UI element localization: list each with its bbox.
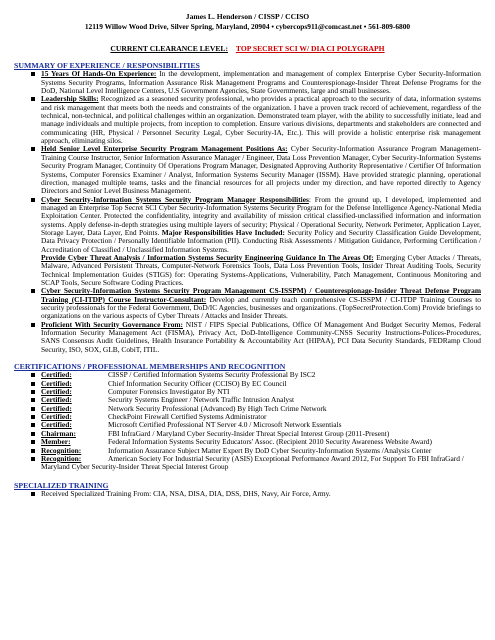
sub-paragraph xyxy=(0,254,495,287)
sub-text: Emerging Cyber Attacks / Threats, Malware, Advanced Persistent Threats, Computer-Network Forensics Tools, Data Loss Prevention Tools, Insider Threat Auditing Tools, Security Technical Implementation Guides (STIGS) for: Operating Systems-Applications, Vulnerability, Patch Management, Continuous Monitoring and SCAP Tools, Secure Software Coding Practices. xyxy=(41,252,481,287)
bullet-icon xyxy=(31,72,35,76)
cert-label: Certified: xyxy=(41,420,72,430)
contact-line: 12119 Willow Wood Drive, Silver Spring, Maryland, 20904 • cybercops911@comcast.net • 561-809-6800 xyxy=(84,22,411,32)
bullet-icon xyxy=(31,147,35,151)
item-text: In the development, implementation and management of complex Enterprise Cyber Security-Information Systems Security Programs, Information Assurance Risk Management Programs and Counterespionage-Insider Threat Defense Programs for the DoD, National Level Intelligence Centers, U.S Government Agencies, State Governments, large and small businesses. xyxy=(41,69,481,96)
cert-text: Information Assurance Subject Matter Expert By DoD Cyber Security-Information Systems /Analysis Center xyxy=(108,445,432,455)
cert-text: Computer Forensics Investigator By NTI xyxy=(108,387,230,397)
item-text: : From the ground up, I developed, implemented and managed an Enterprise Top Secret SCI Cyber Security-Information Systems Security Program for the Defense Intelligence Agency-National Media Exploitation Center. Protected the confidentiality, integrity and availability of mission critical classified-unclassified information and information systems. Apply defense-in-depth strategies using multiple layers of security; Physical / Operational Security, Network Perimeter, Application Layer, Storage Layer, Data Layer, End Points. xyxy=(41,194,481,237)
list-item xyxy=(0,321,495,354)
bullet-icon xyxy=(31,382,35,386)
cert-text: CheckPoint Firewall Certified Systems Administrator xyxy=(108,412,267,422)
bullet-icon xyxy=(31,423,35,427)
item-text-2: Security Policy and Security Classification Guide Development, Data Privacy Protection / Personally Identifiable Information (PII). Conducting Risk Assessments / Mitigation Guidance, Performing Certification / Accreditation of Classified / Unclassified Information Systems. xyxy=(41,227,481,254)
item-lead: Cyber Security-Information Systems Security Program Manager Responsibilities xyxy=(41,194,309,204)
bullet-icon xyxy=(31,440,35,444)
cert-label: Certified: xyxy=(41,378,72,388)
cert-text: Federal Information Systems Security Educators' Assoc. (Recipient 2010 Security Awareness Website Award) xyxy=(108,437,432,447)
cert-label: Recognition: xyxy=(41,445,82,455)
bullet-icon xyxy=(31,492,35,496)
training-text: Received Specialized Training From: CIA, NSA, DISA, DIA, DSS, DHS, Navy, Air Force, Army. xyxy=(41,488,331,498)
bullet-icon xyxy=(31,198,35,202)
certifications-list xyxy=(0,371,495,471)
cert-label: Certified: xyxy=(41,387,72,397)
bullet-icon xyxy=(31,449,35,453)
item-text: Recognized as a seasoned security professional, who provides a practical approach to the security of data, information systems and risk management that meets both the needs and constraints of the organization. I have a proven track record of achievement, regardless of the technical, non-technical, and political challenges within an organization. Demonstrated team player, with the ability to successfully initiate, lead and manage individuals and multiple projects, from inception to completion. Ensure various divisions, departments and stakeholders are connected and communicating (HR, Physical / Personnel Security Legal, Cyber Security-IA, Etc.). This will provide a holistic enterprise risk management approach, eliminating silos. xyxy=(41,94,481,146)
bullet-icon xyxy=(31,457,35,461)
cert-label: Recognition: xyxy=(41,453,82,463)
bullet-icon xyxy=(31,398,35,402)
item-lead: Leadership Skills: xyxy=(41,94,99,104)
item-lead: Cyber Security-Information Systems Security Program Management CS-ISSPM) / Counterespionage-Insider Threat Defense Program Training (CI-ITDP) Course Instructor-Consultant: xyxy=(41,286,481,304)
cert-text: Microsoft Certified Professional NT Server 4.0 / Microsoft Network Essentials xyxy=(108,420,342,430)
sub-lead: Provide Cyber Threat Analysis / Information Systems Security Engineering Guidance In The Areas Of: xyxy=(41,252,374,262)
list-item xyxy=(0,455,495,472)
bullet-icon xyxy=(31,415,35,419)
summary-list-2 xyxy=(0,287,495,354)
list-item xyxy=(0,287,495,320)
cert-text: Chief Information Security Officer (CCISO) By EC Council xyxy=(108,378,287,388)
bullet-icon xyxy=(31,97,35,101)
item-text: Develop and currently teach comprehensive CS-ISSPM / CI-ITDP Training Courses to security professionals for the Federal Government, DoD/IC Agencies, businesses and organizations. (TopSecretProtection.Com) Provide briefings to organizations on the various aspects of Cyber Threats / Attacks and Insider Threats. xyxy=(41,294,481,321)
clearance-label: CURRENT CLEARANCE LEVEL: xyxy=(110,43,228,53)
cert-text: Network Security Professional (Advanced) By High Tech Crime Network xyxy=(108,403,327,413)
list-item xyxy=(0,95,495,145)
item-lead: 15 Years Of Hands-On Experience: xyxy=(41,69,157,79)
item-lead: Proficient With Security Governance From: xyxy=(41,319,184,329)
item-lead: Held Senior Level Enterprise Security Program Management Positions As: xyxy=(41,144,288,154)
list-item xyxy=(0,145,495,195)
item-bold-inline: Major Responsibilities Have Included: xyxy=(161,227,285,237)
name-line: James L. Henderson / CISSP / CCISO xyxy=(185,12,310,21)
cert-label: Chairman: xyxy=(41,428,76,438)
item-text: NIST / FIPS Special Publications, Office Of Management And Budget Security Memos, Federal Information Security Management Act (FISMA), Privacy Act, DoD-Intelligence Community-CNSS Security Instructions-Polices-Procedures, SANS Consensus Audit Guidelines, Health Insurance Portability & Accountability Act (HIPAA), PCI Data Security Standards, FEDRamp Cloud Security, ISO, SOX, GLB, CobiT, ITIL. xyxy=(41,319,481,354)
training-list xyxy=(0,490,495,498)
bullet-icon xyxy=(31,323,35,327)
cert-text: American Society For Industrial Security (ASIS) Exceptional Performance Award 2012, For Support To FBI InfraGard / Maryland Cyber Security-Insider Threat Special Interest Group xyxy=(41,453,464,472)
cert-label: Certified: xyxy=(41,403,72,413)
bullet-icon xyxy=(31,390,35,394)
cert-label: Certified: xyxy=(41,395,72,405)
bullet-icon xyxy=(31,407,35,411)
list-item xyxy=(0,70,495,95)
summary-list xyxy=(0,70,495,254)
cert-label: Member: xyxy=(41,437,71,447)
bullet-icon xyxy=(31,289,35,293)
summary-heading: SUMMARY OF EXPERIENCE / RESPONSIBILITIES xyxy=(14,61,200,71)
bullet-icon xyxy=(31,373,35,377)
list-item xyxy=(0,380,495,388)
cert-label: Certified: xyxy=(41,370,72,380)
bullet-icon xyxy=(31,432,35,436)
clearance-line xyxy=(0,45,495,53)
training-heading: SPECIALIZED TRAINING xyxy=(14,480,109,490)
cert-text: CISSP / Certified Information Systems Security Professional By ISC2 xyxy=(108,370,316,380)
cert-text: Security Systems Engineer / Network Traffic Intrusion Analyst xyxy=(108,395,295,405)
cert-text: FBI InfraGard / Maryland Cyber Security-Insider Threat Special Interest Group (2011-Present) xyxy=(108,428,390,438)
cert-label: Certified: xyxy=(41,412,72,422)
item-text: Cyber Security-Information Assurance Program Management-Training Course Instructor, Senior Information Assurance Manager / Engineer, Data Loss Prevention Manager, Cyber Security-Information Systems Security Program Manager, Continuity Of Operations Program Manager, Designated Approving Authority Representative / Certifier Of Information Systems, Computer Forensics Examiner / Analyst, Information Systems Security Manager (ISSM). Have provided strategic planning, operational direction, managed multiple teams, tasks and the financial resources for all projects under my direction, and have reported directly to Agency Directors and Senior Level Business Management. xyxy=(41,144,481,196)
certifications-heading: CERTIFICATIONS / PROFESSIONAL MEMBERSHIPS AND RECOGNITION xyxy=(14,362,286,372)
list-item xyxy=(0,490,495,498)
clearance-value: TOP SECRET SCI W/ DIA CI POLYGRAPH xyxy=(235,43,385,53)
list-item xyxy=(0,196,495,254)
